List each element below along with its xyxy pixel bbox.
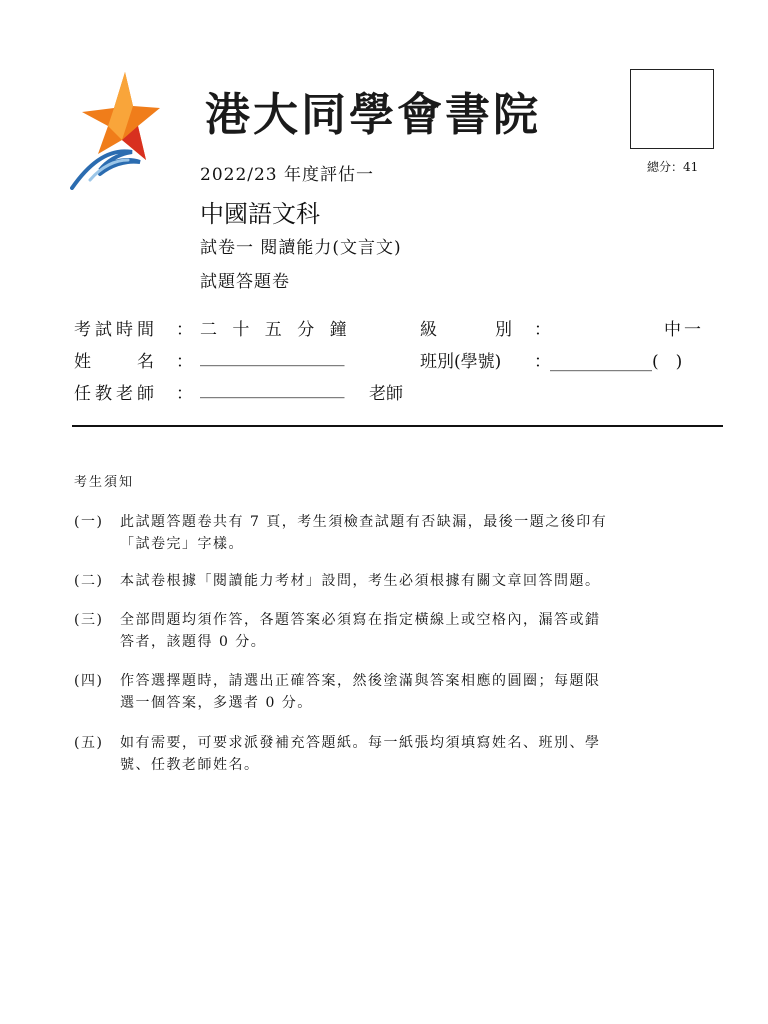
note-text: 答者，該題得 0 分。: [120, 634, 267, 650]
exam-time-colon: ：: [176, 320, 193, 340]
notes-title: 考生須知: [74, 475, 135, 490]
note-text: 如有需要，可要求派發補充答題紙。每一紙張均須填寫姓名、班別、學: [120, 735, 601, 751]
note-text: 「試卷完」字樣。: [120, 536, 244, 552]
note-number: (一): [74, 514, 104, 530]
teacher-field[interactable]: _________________: [200, 379, 345, 399]
grade-colon: ：: [534, 320, 551, 340]
swoosh-icon: [72, 151, 140, 188]
note-text: 作答選擇題時，請選出正確答案，然後塗滿與答案相應的圓圈；每題限: [120, 673, 601, 689]
score-box: [630, 69, 714, 149]
school-name: 港大同學會書院: [205, 88, 542, 141]
note-text: 全部問題均須作答，各題答案必須寫在指定橫線上或空格內，漏答或錯: [120, 612, 601, 628]
paper-title: 試卷一 閱讀能力(文言文): [200, 238, 402, 258]
star-icon: [82, 72, 160, 160]
grade-label: 級 別: [420, 320, 520, 340]
grade-value: 中一: [664, 320, 704, 340]
school-logo: [70, 70, 160, 190]
name-colon: ：: [176, 352, 193, 372]
note-number: (三): [74, 612, 104, 628]
teacher-colon: ：: [176, 384, 193, 404]
note-number: (四): [74, 673, 104, 689]
note-number: (五): [74, 735, 104, 751]
note-number: (二): [74, 573, 104, 589]
total-score: 總分：41: [647, 160, 699, 174]
name-field[interactable]: _________________: [200, 347, 345, 367]
subject-title: 中國語文科: [200, 200, 320, 228]
note-text: 選一個答案，多選者 0 分。: [120, 695, 313, 711]
teacher-label: 任教老師: [74, 384, 158, 404]
class-field[interactable]: ____________( ): [550, 352, 683, 372]
divider: [72, 425, 723, 427]
exam-time-label: 考試時間: [74, 320, 158, 340]
note-text: 本試卷根據「閱讀能力考材」設問，考生必須根據有關文章回答問題。: [120, 573, 601, 589]
class-colon: ：: [534, 352, 551, 372]
name-label: 姓 名: [74, 352, 158, 372]
assessment-year: 2022/23 年度評估一: [200, 165, 375, 185]
note-text: 此試題答題卷共有 7 頁，考生須檢查試題有否缺漏，最後一題之後印有: [120, 514, 608, 530]
class-label: 班別(學號): [420, 352, 502, 372]
note-text: 號、任教老師姓名。: [120, 757, 260, 773]
teacher-suffix: 老師: [369, 384, 403, 404]
booklet-title: 試題答題卷: [200, 272, 290, 292]
exam-time-value: 二 十 五 分 鐘: [200, 320, 347, 340]
